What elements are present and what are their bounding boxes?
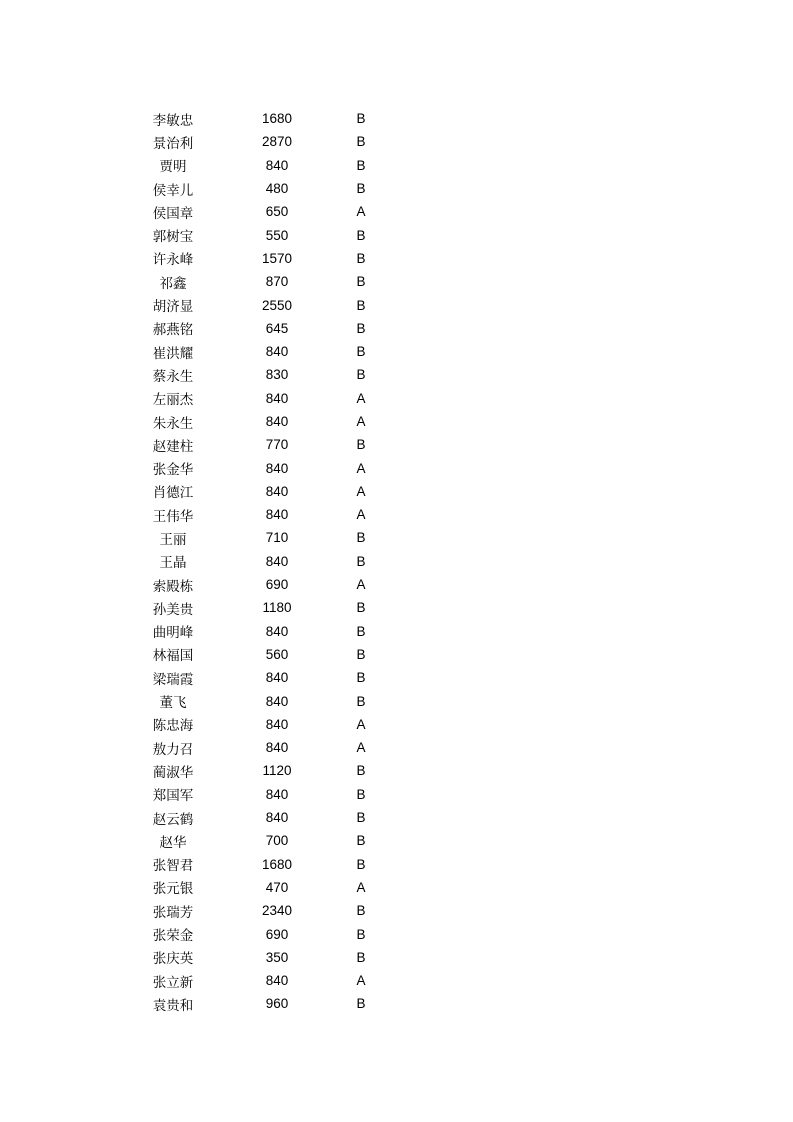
name-cell: 张荣金 xyxy=(152,928,194,945)
table-row xyxy=(130,223,400,246)
amount-cell: 840 xyxy=(265,507,289,523)
table-row xyxy=(130,643,400,666)
name-cell: 肖德江 xyxy=(152,485,194,502)
name-cell: 王伟华 xyxy=(152,508,194,525)
name-cell: 郝燕铭 xyxy=(152,322,194,339)
grade-cell: B xyxy=(356,926,366,942)
grade-cell: B xyxy=(356,903,366,919)
grade-cell: A xyxy=(356,507,366,523)
name-cell: 赵华 xyxy=(159,834,187,851)
table-row xyxy=(130,433,400,456)
amount-cell: 840 xyxy=(265,553,289,569)
name-cell: 胡济显 xyxy=(152,299,194,316)
amount-cell: 840 xyxy=(265,786,289,802)
table-row xyxy=(130,922,400,945)
name-cell: 索殿栋 xyxy=(152,578,194,595)
grade-cell: A xyxy=(356,740,366,756)
amount-cell: 690 xyxy=(265,577,289,593)
amount-cell: 700 xyxy=(265,833,289,849)
grade-cell: B xyxy=(356,297,366,313)
grade-cell: B xyxy=(356,670,366,686)
table-row xyxy=(130,107,400,130)
amount-cell: 840 xyxy=(265,810,289,826)
name-cell: 贾明 xyxy=(159,159,187,176)
grade-cell: A xyxy=(356,483,366,499)
table-row xyxy=(130,200,400,223)
table-row xyxy=(130,573,400,596)
amount-cell: 2550 xyxy=(261,297,293,313)
grade-cell: B xyxy=(356,181,366,197)
table-row xyxy=(130,689,400,712)
name-cell: 李敏忠 xyxy=(152,112,194,129)
table-row xyxy=(130,620,400,643)
table-row xyxy=(130,363,400,386)
amount-cell: 840 xyxy=(265,973,289,989)
table-row xyxy=(130,247,400,270)
amount-cell: 840 xyxy=(265,716,289,732)
grade-cell: B xyxy=(356,856,366,872)
amount-cell: 840 xyxy=(265,460,289,476)
name-cell: 左丽杰 xyxy=(152,392,194,409)
grade-cell: A xyxy=(356,204,366,220)
grade-cell: A xyxy=(356,390,366,406)
table-row xyxy=(130,526,400,549)
name-cell: 王晶 xyxy=(159,555,187,572)
name-cell: 张庆英 xyxy=(152,951,194,968)
table-row xyxy=(130,853,400,876)
name-cell: 侯国章 xyxy=(152,205,194,222)
grade-cell: A xyxy=(356,716,366,732)
name-cell: 赵云鹤 xyxy=(152,811,194,828)
table-row xyxy=(130,503,400,526)
name-cell: 孙美贵 xyxy=(152,601,194,618)
grade-cell: A xyxy=(356,879,366,895)
amount-cell: 550 xyxy=(265,227,289,243)
name-cell: 袁贵和 xyxy=(152,997,194,1014)
grade-cell: B xyxy=(356,996,366,1012)
table-row xyxy=(130,899,400,922)
grade-cell: B xyxy=(356,250,366,266)
table-row xyxy=(130,806,400,829)
data-table xyxy=(130,107,400,1016)
table-row xyxy=(130,969,400,992)
grade-cell: B xyxy=(356,320,366,336)
amount-cell: 645 xyxy=(265,320,289,336)
grade-cell: B xyxy=(356,437,366,453)
grade-cell: B xyxy=(356,344,366,360)
table-row xyxy=(130,270,400,293)
name-cell: 林福国 xyxy=(152,648,194,665)
table-row xyxy=(130,666,400,689)
table-row xyxy=(130,154,400,177)
name-cell: 景治利 xyxy=(152,135,194,152)
amount-cell: 870 xyxy=(265,274,289,290)
table-row xyxy=(130,317,400,340)
name-cell: 张金华 xyxy=(152,462,194,479)
amount-cell: 1570 xyxy=(261,250,293,266)
amount-cell: 1680 xyxy=(261,856,293,872)
table-row xyxy=(130,410,400,433)
amount-cell: 960 xyxy=(265,996,289,1012)
amount-cell: 840 xyxy=(265,483,289,499)
amount-cell: 470 xyxy=(265,879,289,895)
amount-cell: 480 xyxy=(265,181,289,197)
grade-cell: B xyxy=(356,553,366,569)
name-cell: 张元银 xyxy=(152,881,194,898)
amount-cell: 840 xyxy=(265,390,289,406)
table-row xyxy=(130,759,400,782)
name-cell: 张瑞芳 xyxy=(152,904,194,921)
amount-cell: 650 xyxy=(265,204,289,220)
amount-cell: 840 xyxy=(265,693,289,709)
grade-cell: B xyxy=(356,274,366,290)
grade-cell: B xyxy=(356,810,366,826)
table-row xyxy=(130,550,400,573)
table-row xyxy=(130,876,400,899)
grade-cell: A xyxy=(356,973,366,989)
name-cell: 许永峰 xyxy=(152,252,194,269)
grade-cell: A xyxy=(356,460,366,476)
grade-cell: B xyxy=(356,367,366,383)
table-row xyxy=(130,130,400,153)
grade-cell: B xyxy=(356,786,366,802)
amount-cell: 770 xyxy=(265,437,289,453)
grade-cell: B xyxy=(356,157,366,173)
name-cell: 曲明峰 xyxy=(152,625,194,642)
name-cell: 董飞 xyxy=(159,695,187,712)
amount-cell: 840 xyxy=(265,740,289,756)
amount-cell: 2340 xyxy=(261,903,293,919)
table-row xyxy=(130,736,400,759)
amount-cell: 840 xyxy=(265,344,289,360)
amount-cell: 2870 xyxy=(261,134,293,150)
grade-cell: B xyxy=(356,833,366,849)
table-row xyxy=(130,387,400,410)
name-cell: 郑国军 xyxy=(152,788,194,805)
grade-cell: A xyxy=(356,577,366,593)
name-cell: 祁鑫 xyxy=(159,275,187,292)
grade-cell: B xyxy=(356,227,366,243)
amount-cell: 690 xyxy=(265,926,289,942)
name-cell: 蔺淑华 xyxy=(152,764,194,781)
name-cell: 敖力召 xyxy=(152,741,194,758)
amount-cell: 840 xyxy=(265,414,289,429)
grade-cell: B xyxy=(356,530,366,546)
name-cell: 张智君 xyxy=(152,858,194,875)
name-cell: 梁瑞霞 xyxy=(152,671,194,688)
name-cell: 张立新 xyxy=(152,974,194,991)
table-row xyxy=(130,177,400,200)
grade-cell: B xyxy=(356,693,366,709)
grade-cell: B xyxy=(356,763,366,779)
table-row xyxy=(130,783,400,806)
table-row xyxy=(130,713,400,736)
name-cell: 侯幸儿 xyxy=(152,182,194,199)
amount-cell: 1180 xyxy=(262,600,292,616)
amount-cell: 840 xyxy=(265,157,289,173)
grade-cell: B xyxy=(356,600,366,616)
table-row xyxy=(130,293,400,316)
amount-cell: 840 xyxy=(265,670,289,686)
grade-cell: B xyxy=(356,623,366,639)
name-cell: 赵建柱 xyxy=(152,438,194,455)
name-cell: 陈忠海 xyxy=(152,718,194,735)
table-row xyxy=(130,946,400,969)
amount-cell: 560 xyxy=(265,646,289,662)
grade-cell: B xyxy=(356,646,366,662)
table-row xyxy=(130,992,400,1015)
table-row xyxy=(130,829,400,852)
name-cell: 朱永生 xyxy=(152,415,194,432)
name-cell: 崔洪耀 xyxy=(152,345,194,362)
amount-cell: 840 xyxy=(265,623,289,639)
amount-cell: 1120 xyxy=(262,763,292,779)
amount-cell: 1680 xyxy=(261,111,293,127)
table-row xyxy=(130,480,400,503)
grade-cell: B xyxy=(356,949,366,965)
table-row xyxy=(130,340,400,363)
table-row xyxy=(130,596,400,619)
name-cell: 蔡永生 xyxy=(152,368,194,385)
table-row xyxy=(130,456,400,479)
grade-cell: A xyxy=(356,414,366,429)
grade-cell: B xyxy=(356,134,366,150)
amount-cell: 830 xyxy=(265,367,289,383)
name-cell: 郭树宝 xyxy=(152,229,194,246)
amount-cell: 710 xyxy=(265,530,289,546)
grade-cell: B xyxy=(356,111,366,127)
name-cell: 王丽 xyxy=(159,531,187,548)
amount-cell: 350 xyxy=(265,949,289,965)
